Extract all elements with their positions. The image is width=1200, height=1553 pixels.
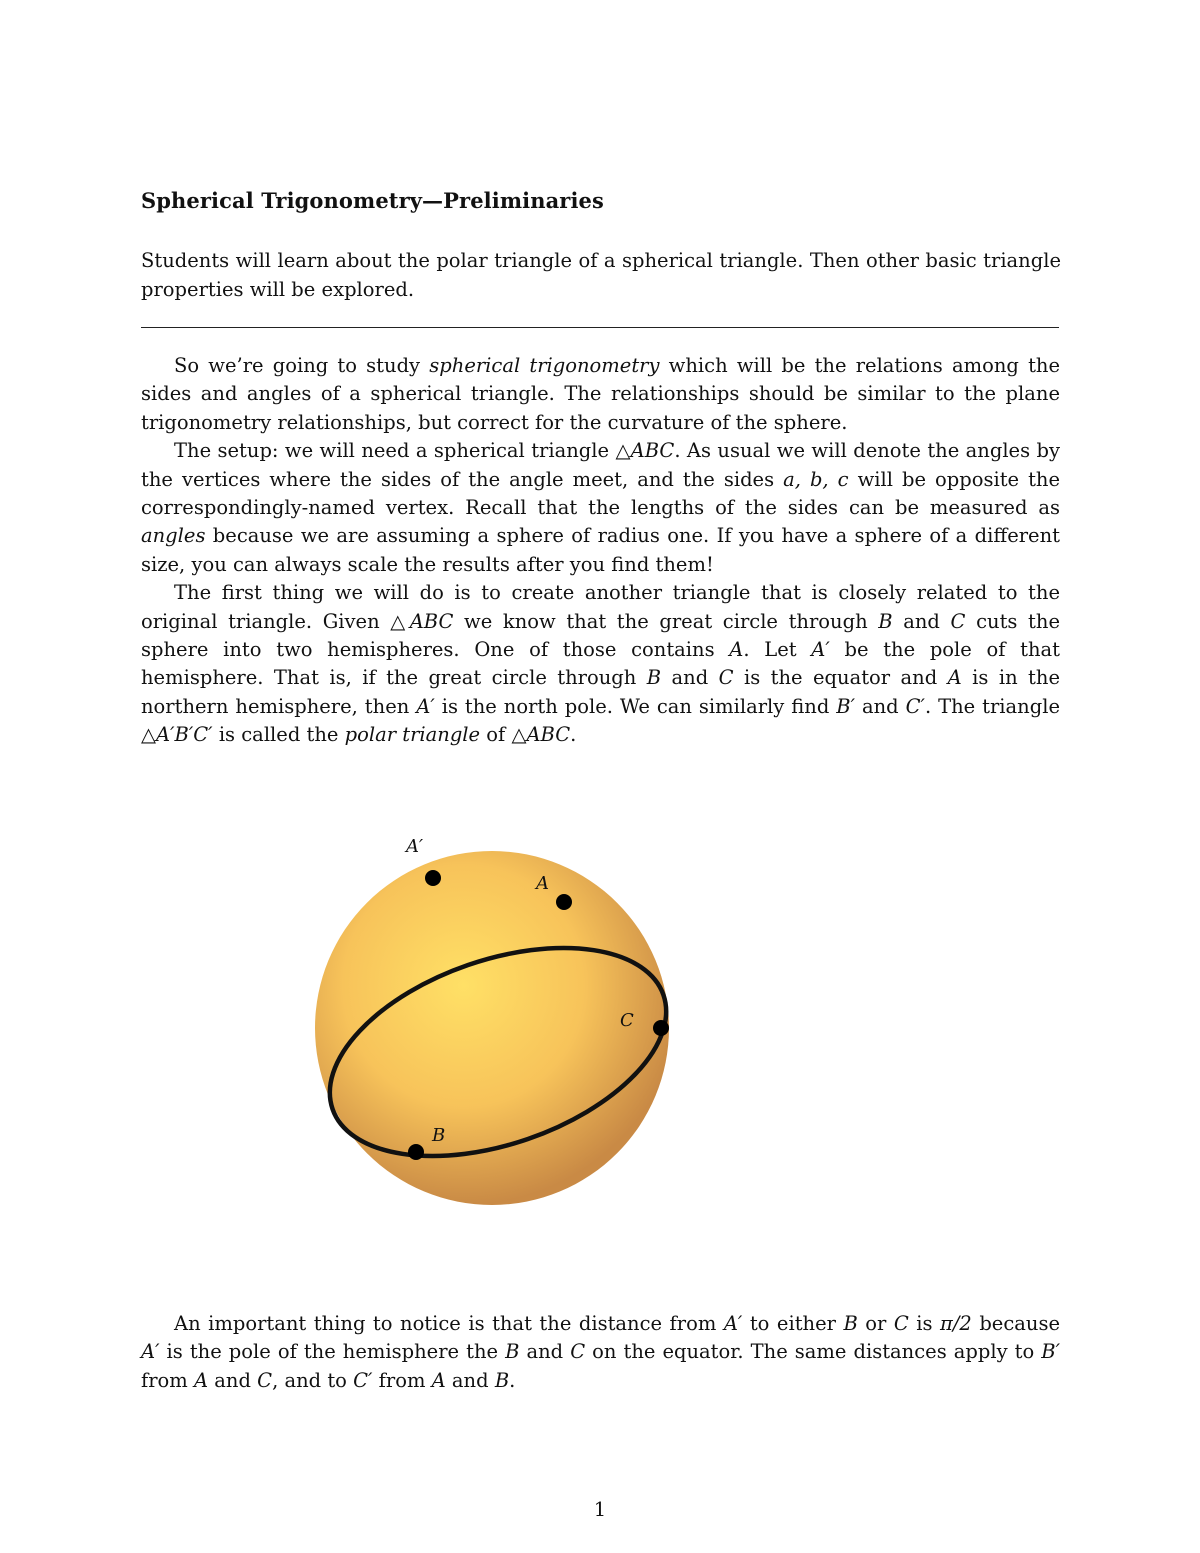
text-run: is the north pole. We can similarly find — [434, 694, 837, 718]
math-inline: B — [505, 1340, 520, 1364]
text-run: of — [480, 723, 512, 747]
point-c — [653, 1020, 669, 1036]
emphasis-text: polar triangle — [344, 723, 481, 747]
text-run: because we are assuming a sphere of radius one. If you have a sphere of a different size, you can always scale the results after you find them! — [141, 524, 1060, 576]
math-inline: B′ — [1041, 1340, 1060, 1364]
text-run: to either — [742, 1312, 844, 1335]
label-a-prime: A′ — [406, 836, 424, 857]
label-a: A — [536, 873, 549, 894]
paragraph-3 — [141, 579, 1060, 749]
text-run: and — [661, 666, 719, 690]
text-run: . — [570, 723, 577, 747]
text-run: on the equator. The same distances apply to — [585, 1340, 1042, 1364]
text-run: or — [857, 1312, 894, 1335]
math-inline: A — [729, 638, 744, 662]
math-inline: △ABC — [615, 439, 675, 463]
math-inline: C — [257, 1368, 273, 1392]
math-inline: △ABC — [511, 723, 571, 747]
text-run: is called the — [212, 723, 345, 747]
text-run: So we’re going to study — [174, 354, 430, 377]
text-run: which will be the relations among the sides and angles of a spherical triangle. The relationships should be similar to the plane trigonometry relationships, but correct for the curvature of the sphere. — [141, 354, 1060, 434]
text-run: because — [971, 1312, 1061, 1335]
math-inline: B — [646, 666, 662, 690]
text-run: . The triangle — [924, 694, 1060, 718]
page-title: Spherical Trigonometry—Preliminaries — [141, 188, 604, 213]
text-run: be the pole of that hemisphere. That is, if the great circle through — [141, 638, 1061, 690]
math-inline: a, b, c — [783, 467, 849, 491]
sphere-figure — [290, 800, 710, 1220]
math-inline: A′ — [723, 1312, 743, 1335]
math-inline: A′ — [141, 1340, 160, 1364]
text-run: cuts the sphere into two hemispheres. One of those contains — [141, 609, 1060, 662]
point-a — [556, 894, 572, 910]
point-b — [408, 1144, 424, 1160]
text-run: is the pole of the hemisphere the — [159, 1340, 506, 1364]
text-run: . — [509, 1368, 516, 1392]
math-inline: A′ — [811, 638, 830, 662]
math-inline: C′ — [353, 1368, 373, 1392]
math-inline: A — [193, 1368, 209, 1392]
text-run: and — [855, 694, 906, 718]
label-c: C — [620, 1010, 634, 1031]
math-inline: A — [947, 666, 962, 690]
text-run: is the equator and — [733, 666, 948, 690]
emphasis-text: angles — [141, 524, 206, 548]
sphere — [315, 851, 669, 1205]
paragraph-1 — [141, 352, 1060, 437]
page-number: 1 — [593, 1498, 607, 1521]
math-inline: A — [431, 1368, 446, 1392]
math-inline: C′ — [905, 694, 925, 718]
math-inline: C — [570, 1340, 586, 1364]
text-run: is in the northern hemisphere, then — [141, 666, 1060, 718]
text-run: and — [892, 609, 951, 633]
text-run: . Let — [743, 638, 812, 662]
text-run: An important thing to notice is that the distance from — [174, 1312, 724, 1335]
math-inline: B — [843, 1312, 858, 1335]
text-run: , and to — [272, 1368, 354, 1392]
text-run: is — [908, 1312, 941, 1335]
math-inline: C — [950, 609, 966, 633]
math-inline: B — [878, 609, 893, 633]
math-inline: B′ — [836, 694, 856, 718]
text-run: from — [141, 1368, 194, 1392]
paragraph-2 — [141, 437, 1060, 579]
math-inline: △ABC — [390, 609, 454, 633]
text-run: The first thing we will do is to create another triangle that is closely related to the original triangle. Given — [141, 581, 1060, 633]
text-run: . As usual we will denote the angles by the vertices where the sides of the angle meet, and the sides — [141, 439, 1060, 491]
abstract-text: Students will learn about the polar triangle of a spherical triangle. Then other basic triangle properties will be explored. — [141, 249, 1061, 301]
math-inline: B — [494, 1368, 510, 1392]
math-inline: C — [718, 666, 734, 690]
text-run: and — [445, 1368, 495, 1392]
point-a-prime — [425, 870, 441, 886]
text-run: will be opposite the correspondingly-named vertex. Recall that the lengths of the sides can be measured as — [141, 467, 1061, 520]
text-run: The setup: we will need a spherical triangle — [174, 439, 616, 463]
label-b: B — [432, 1125, 446, 1146]
paragraph-4 — [141, 1310, 1060, 1395]
closing-paragraph — [141, 1310, 1060, 1395]
horizontal-rule — [141, 327, 1059, 328]
emphasis-text: spherical trigonometry — [429, 354, 660, 377]
body-text — [141, 352, 1060, 750]
math-inline: π/2 — [940, 1312, 972, 1335]
text-run: and — [519, 1340, 571, 1364]
text-run: from — [372, 1368, 432, 1392]
text-run: and — [208, 1368, 258, 1392]
sphere-diagram — [290, 800, 710, 1220]
math-inline: C — [893, 1312, 909, 1335]
math-inline: △A′B′C′ — [141, 723, 213, 747]
text-run: we know that the great circle through — [453, 609, 879, 633]
math-inline: A′ — [416, 694, 435, 718]
